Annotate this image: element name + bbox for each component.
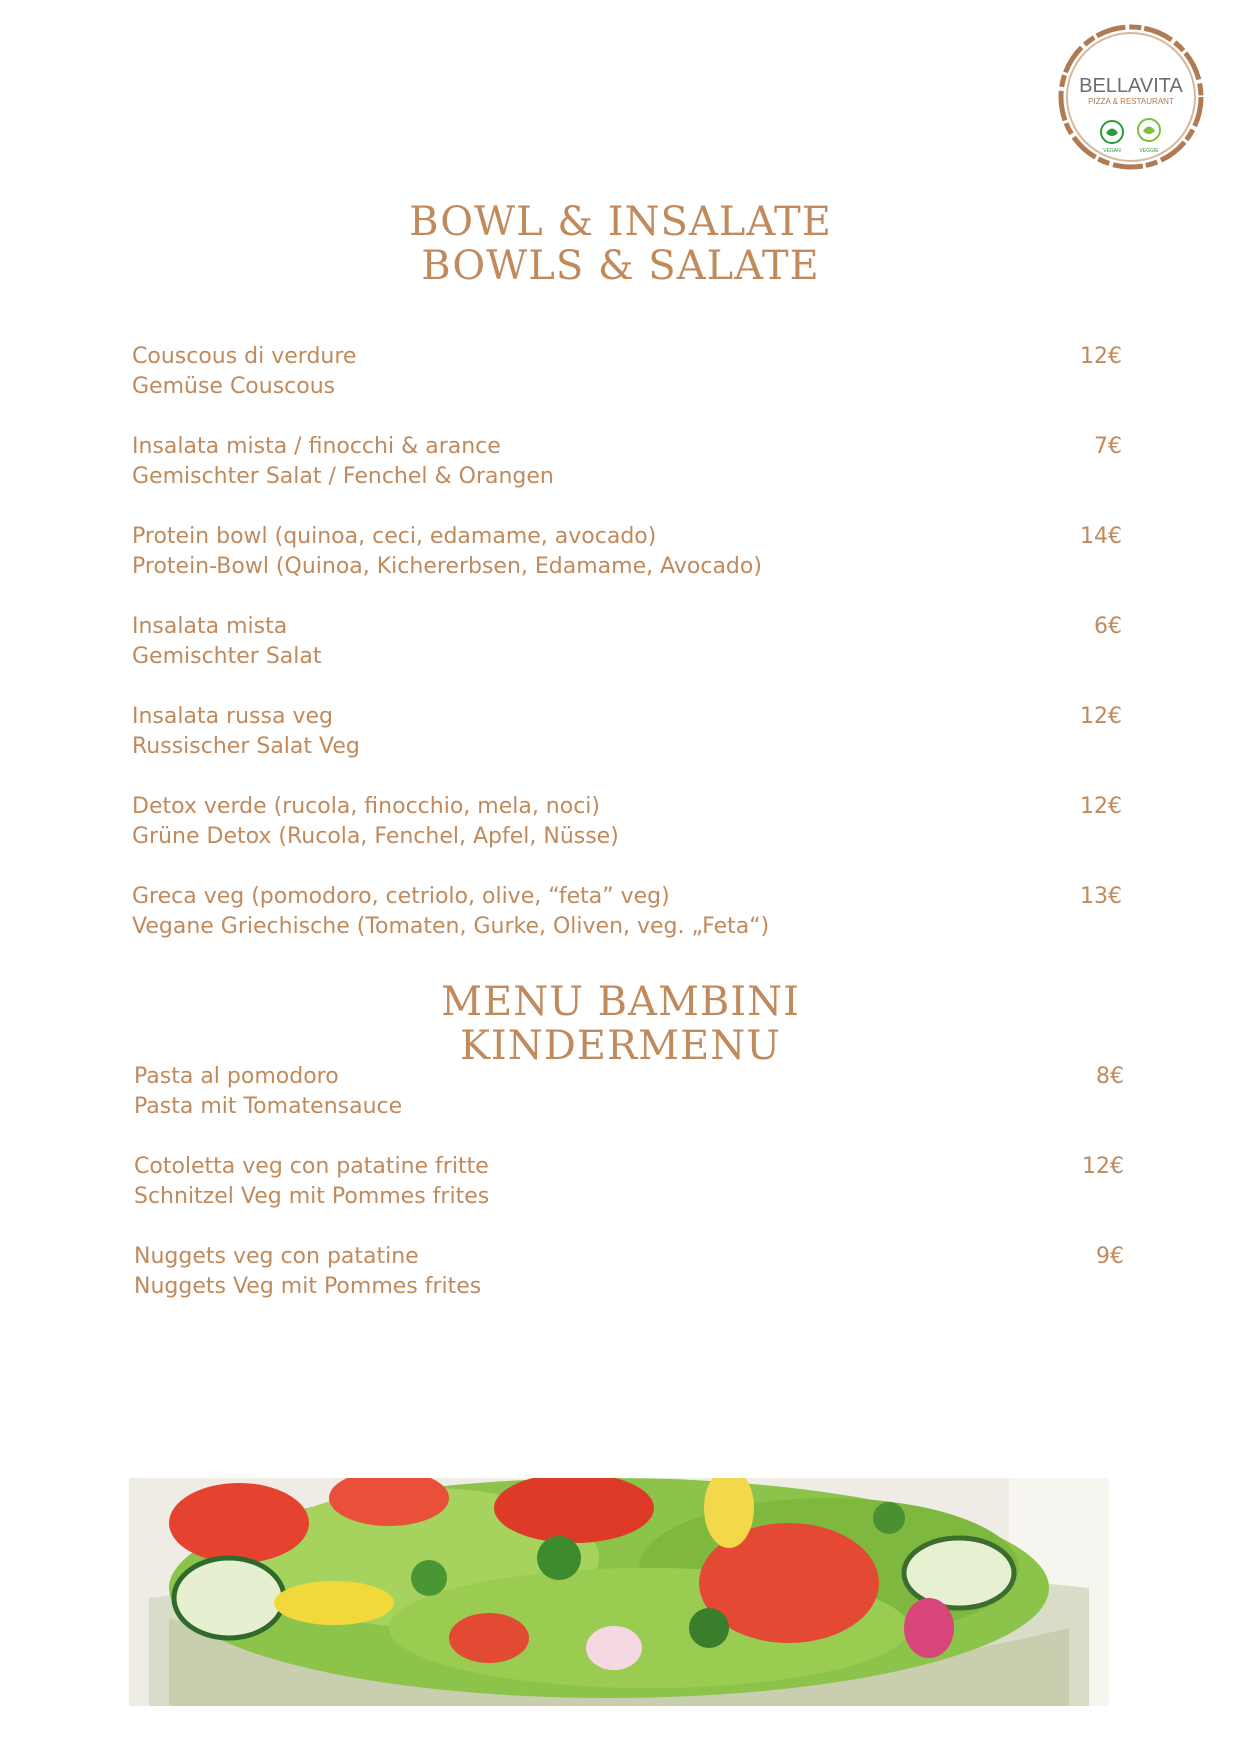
- item-name-de: Grüne Detox (Rucola, Fenchel, Apfel, Nüsse): [132, 824, 619, 849]
- item-name-de: Pasta mit Tomatensauce: [134, 1094, 403, 1119]
- item-name-de: Russischer Salat Veg: [132, 734, 360, 759]
- restaurant-logo: [1056, 22, 1206, 172]
- item-price: 12€: [1082, 1154, 1124, 1179]
- item-name-de: Schnitzel Veg mit Pommes frites: [134, 1184, 490, 1209]
- item-price: 12€: [1080, 794, 1122, 819]
- item-price: 13€: [1080, 884, 1122, 909]
- svg-text:VEGGIE: VEGGIE: [1139, 148, 1159, 154]
- section-kids-title-de: KINDERMENU: [460, 1023, 781, 1069]
- item-price: 9€: [1096, 1244, 1124, 1269]
- menu-item: [132, 432, 1122, 496]
- item-name-it: Insalata mista / finocchi & arance: [132, 434, 501, 459]
- veggie-badge-icon: [1138, 119, 1160, 154]
- item-name-it: Greca veg (pomodoro, cetriolo, olive, “feta” veg): [132, 884, 670, 909]
- svg-text:VEGAN: VEGAN: [1103, 148, 1121, 154]
- section-bowls-title-de: BOWLS & SALATE: [421, 243, 820, 289]
- menu-item: [132, 522, 1122, 586]
- section-bowls-title: [0, 200, 1241, 288]
- item-name-it: Protein bowl (quinoa, ceci, edamame, avocado): [132, 524, 657, 549]
- item-price: 12€: [1080, 344, 1122, 369]
- salad-bowl-photo: [129, 1478, 1109, 1706]
- item-price: 6€: [1094, 614, 1122, 639]
- item-name-de: Nuggets Veg mit Pommes frites: [134, 1274, 482, 1299]
- item-name-de: Vegane Griechische (Tomaten, Gurke, Oliven, veg. „Feta“): [132, 914, 770, 939]
- item-name-de: Gemüse Couscous: [132, 374, 336, 399]
- item-name-it: Insalata russa veg: [132, 704, 333, 729]
- item-price: 7€: [1094, 434, 1122, 459]
- menu-item: [132, 792, 1122, 856]
- item-name-it: Nuggets veg con patatine: [134, 1244, 419, 1269]
- section-kids-title-it: MENU BAMBINI: [441, 979, 800, 1025]
- item-name-de: Gemischter Salat: [132, 644, 322, 669]
- menu-item: [134, 1062, 1124, 1126]
- menu-item: [132, 612, 1122, 676]
- vegan-badge-icon: [1101, 121, 1123, 154]
- menu-item: [132, 702, 1122, 766]
- item-name-it: Insalata mista: [132, 614, 288, 639]
- item-price: 8€: [1096, 1064, 1124, 1089]
- item-name-de: Gemischter Salat / Fenchel & Orangen: [132, 464, 554, 489]
- item-name-de: Protein-Bowl (Quinoa, Kichererbsen, Edamame, Avocado): [132, 554, 762, 579]
- section-kids-title: [0, 980, 1241, 1068]
- menu-item: [134, 1152, 1124, 1216]
- logo-tagline: PIZZA & RESTAURANT: [1088, 97, 1174, 106]
- menu-item: [132, 882, 1122, 946]
- item-name-it: Cotoletta veg con patatine fritte: [134, 1154, 489, 1179]
- item-name-it: Couscous di verdure: [132, 344, 357, 369]
- section-bowls-title-it: BOWL & INSALATE: [409, 199, 832, 245]
- menu-item: [132, 342, 1122, 406]
- item-name-it: Detox verde (rucola, finocchio, mela, noci): [132, 794, 601, 819]
- item-price: 12€: [1080, 704, 1122, 729]
- logo-name: BELLAVITA: [1079, 75, 1183, 97]
- menu-item: [134, 1242, 1124, 1306]
- item-price: 14€: [1080, 524, 1122, 549]
- item-name-it: Pasta al pomodoro: [134, 1064, 339, 1089]
